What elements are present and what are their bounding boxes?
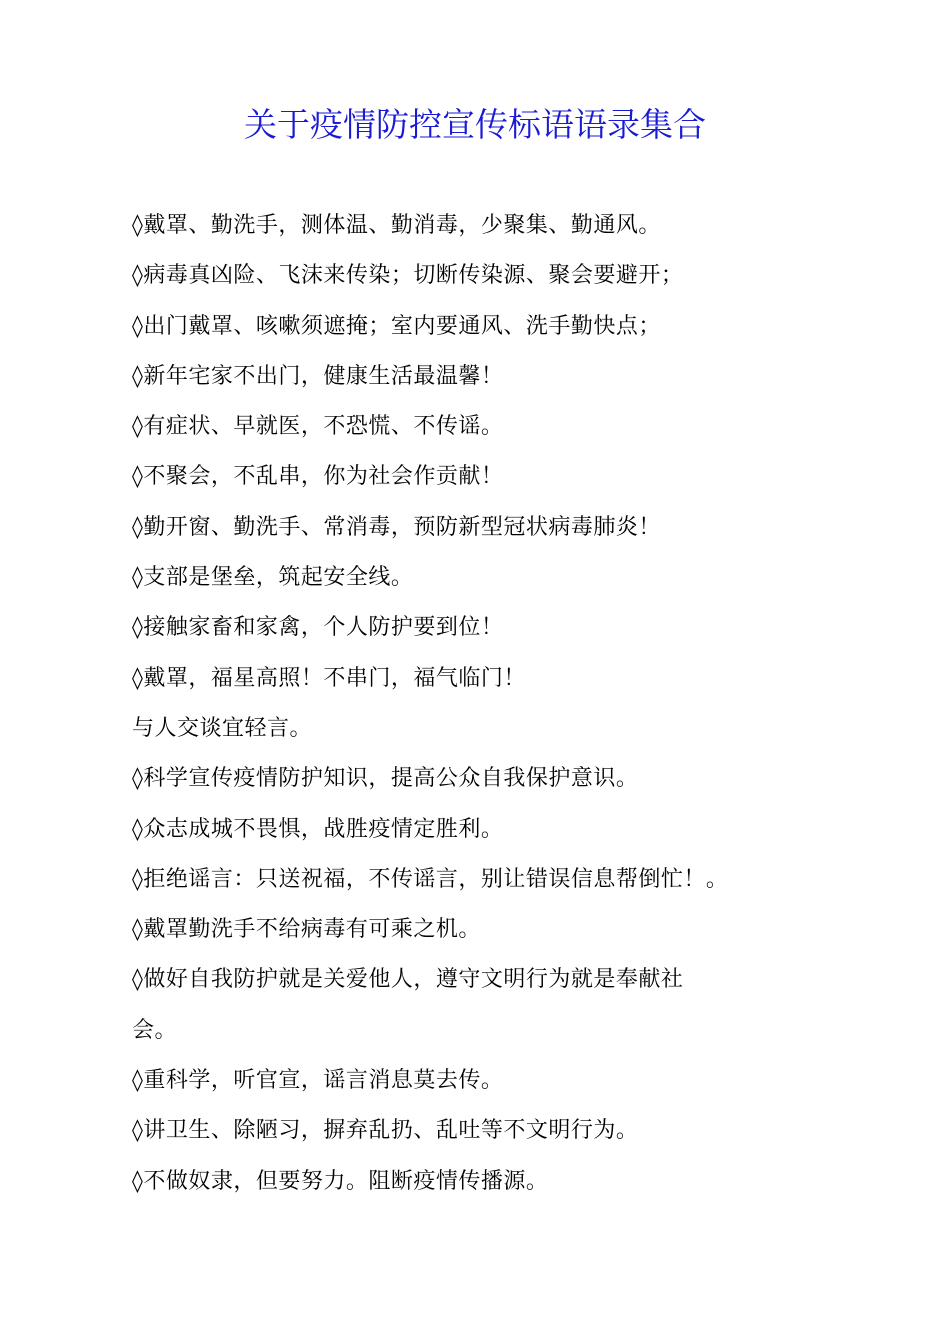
slogan-line: ◊接触家畜和家禽，个人防护要到位！ (132, 615, 504, 641)
slogan-line: 与人交谈宜轻言。 (132, 715, 313, 741)
document-title: 关于疫情防控宣传标语语录集合 (244, 105, 706, 144)
slogan-line: ◊做好自我防护就是关爱他人，遵守文明行为就是奉献社 (132, 967, 684, 993)
slogan-line: ◊重科学，听官宣，谣言消息莫去传。 (132, 1068, 504, 1094)
slogan-line: ◊不聚会，不乱串，你为社会作贡献！ (132, 464, 504, 490)
slogan-line: ◊新年宅家不出门，健康生活最温馨！ (132, 363, 504, 389)
slogan-line: ◊讲卫生、除陋习，摒弃乱扔、乱吐等不文明行为。 (132, 1118, 639, 1144)
slogan-line: ◊戴罩勤洗手不给病毒有可乘之机。 (132, 917, 481, 943)
slogan-line: ◊出门戴罩、咳嗽须遮掩；室内要通风、洗手勤快点； (132, 313, 661, 339)
slogan-line: ◊勤开窗、勤洗手、常消毒，预防新型冠状病毒肺炎！ (132, 514, 661, 540)
slogan-line: ◊众志成城不畏惧，战胜疫情定胜利。 (132, 816, 504, 842)
slogan-line: 会。 (132, 1017, 178, 1043)
slogan-line: ◊支部是堡垒，筑起安全线。 (132, 565, 414, 591)
slogan-line: ◊不做奴隶，但要努力。阻断疫情传播源。 (132, 1168, 549, 1194)
slogan-line: ◊拒绝谣言：只送祝福，不传谣言，别让错误信息帮倒忙！。 (132, 866, 729, 892)
slogan-list (132, 201, 832, 1207)
slogan-line: ◊戴罩，福星高照！不串门，福气临门！ (132, 665, 526, 691)
slogan-line: ◊病毒真凶险、飞沫来传染；切断传染源、聚会要避开； (132, 263, 684, 289)
slogan-line: ◊有症状、早就医，不恐慌、不传谣。 (132, 414, 504, 440)
slogan-line: ◊科学宣传疫情防护知识，提高公众自我保护意识。 (132, 766, 639, 792)
slogan-line: ◊戴罩、勤洗手，测体温、勤消毒，少聚集、勤通风。 (132, 213, 661, 238)
